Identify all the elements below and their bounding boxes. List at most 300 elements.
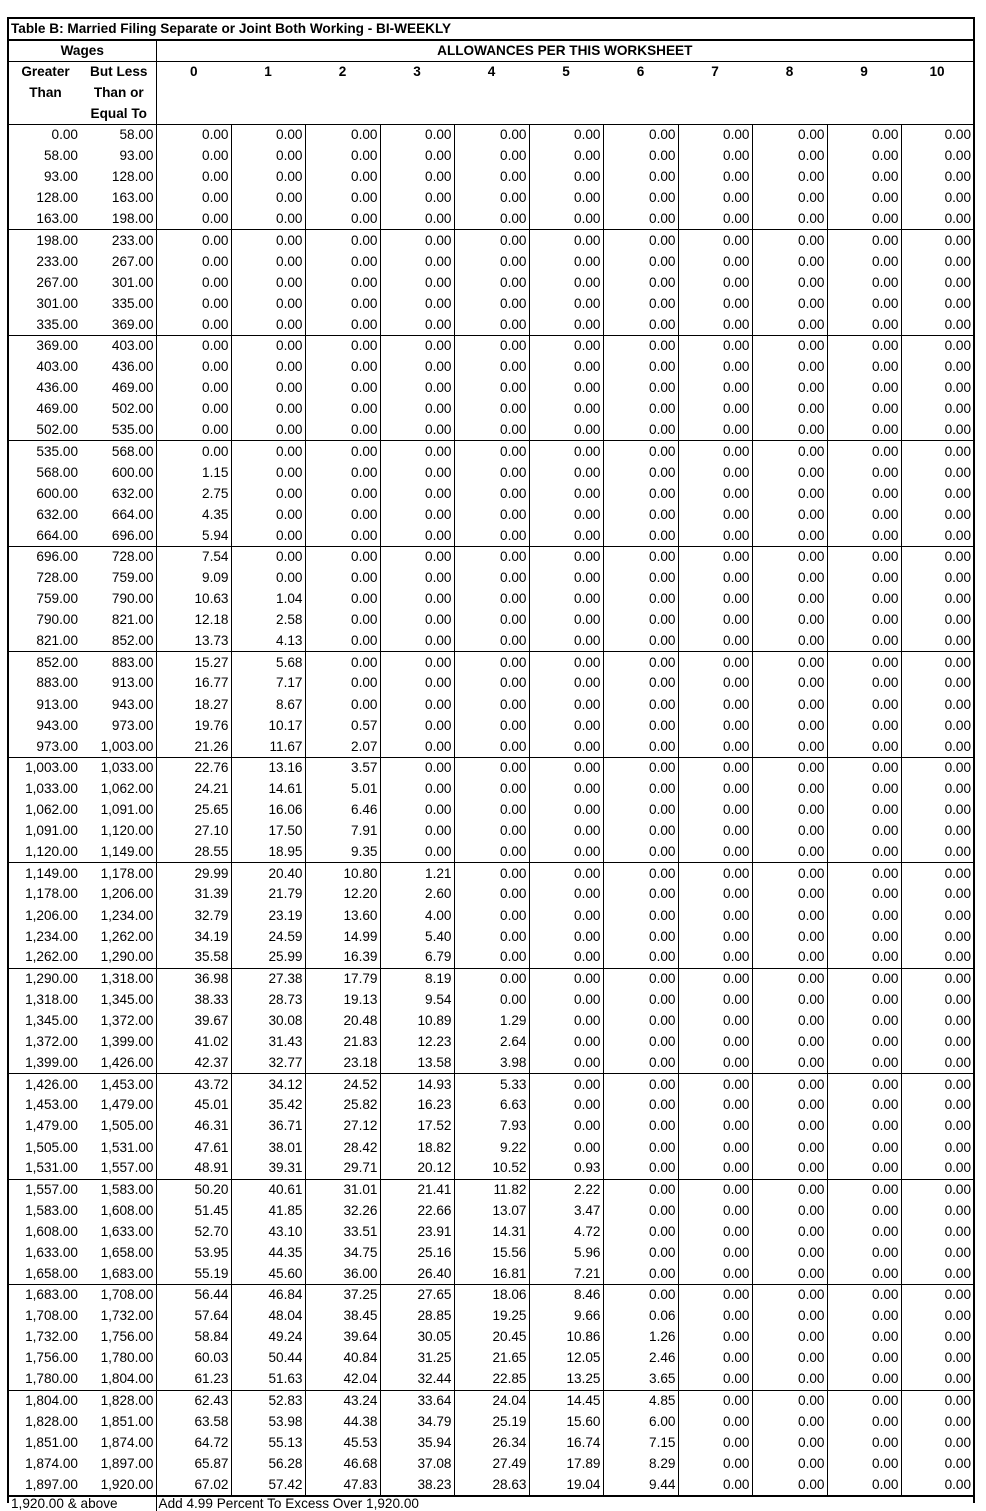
withholding-cell: 0.00 — [827, 272, 901, 293]
withholding-cell: 52.70 — [156, 1221, 231, 1242]
withholding-cell: 0.00 — [380, 483, 454, 504]
withholding-cell: 0.00 — [752, 863, 827, 884]
withholding-cell: 0.00 — [454, 209, 529, 230]
withholding-cell: 0.00 — [944, 1434, 972, 1450]
withholding-cell: 8.29 — [603, 1453, 678, 1474]
withholding-cell: 21.26 — [156, 736, 231, 757]
withholding-cell: 0.00 — [305, 230, 380, 251]
footer-range: 1,920.00 & above — [9, 1496, 156, 1511]
wage-greater-than: 1,318.00 — [25, 991, 78, 1007]
withholding-cell: 0.00 — [305, 293, 380, 314]
withholding-cell: 0.00 — [603, 1264, 678, 1285]
allowance-header-7: 7 — [678, 62, 752, 125]
withholding-cell: 0.00 — [156, 146, 231, 167]
withholding-cell: 0.00 — [380, 209, 454, 230]
withholding-cell: 0.00 — [752, 272, 827, 293]
wage-greater-than: 568.00 — [36, 464, 78, 480]
withholding-cell: 0.57 — [305, 715, 380, 736]
withholding-cell: 0.00 — [827, 567, 901, 588]
withholding-cell: 4.00 — [380, 905, 454, 926]
wage-greater-than: 128.00 — [36, 190, 78, 206]
withholding-cell: 0.00 — [678, 462, 752, 483]
wage-but-less-than: 1,206.00 — [82, 884, 156, 905]
withholding-cell: 0.00 — [380, 842, 454, 863]
withholding-cell: 0.00 — [380, 778, 454, 799]
withholding-cell: 0.00 — [231, 567, 305, 588]
withholding-cell: 0.00 — [827, 1432, 901, 1453]
withholding-cell: 0.00 — [678, 1074, 752, 1095]
withholding-cell: 0.00 — [827, 757, 901, 778]
withholding-cell: 16.23 — [380, 1095, 454, 1116]
withholding-cell: 5.96 — [529, 1242, 603, 1263]
table-row — [9, 293, 973, 314]
withholding-cell: 0.00 — [603, 926, 678, 947]
withholding-cell: 0.00 — [156, 357, 231, 378]
table-row — [9, 209, 973, 230]
wage-greater-than: 973.00 — [36, 738, 78, 754]
withholding-cell: 28.73 — [231, 989, 305, 1010]
withholding-cell: 0.00 — [827, 968, 901, 989]
withholding-cell: 19.76 — [156, 715, 231, 736]
withholding-cell: 0.00 — [678, 1242, 752, 1263]
withholding-cell: 0.00 — [454, 631, 529, 652]
withholding-cell: 0.00 — [231, 504, 305, 525]
table-title: Table B: Married Filing Separate or Joint Both Working - BI-WEEKLY — [9, 19, 973, 40]
wage-greater-than: 1,062.00 — [25, 802, 78, 818]
withholding-cell: 0.00 — [231, 399, 305, 420]
wage-but-less-than: 1,828.00 — [82, 1390, 156, 1411]
withholding-cell: 0.00 — [678, 1453, 752, 1474]
wage-but-less-than: 403.00 — [82, 335, 156, 356]
withholding-cell: 0.00 — [678, 652, 752, 673]
withholding-cell: 0.00 — [827, 1453, 901, 1474]
withholding-cell: 10.17 — [231, 715, 305, 736]
withholding-cell: 0.00 — [380, 504, 454, 525]
withholding-cell: 14.93 — [380, 1074, 454, 1095]
withholding-cell: 31.01 — [305, 1179, 380, 1200]
withholding-cell: 0.00 — [678, 842, 752, 863]
wage-greater-than: 301.00 — [36, 295, 78, 311]
withholding-cell: 0.00 — [944, 464, 972, 480]
withholding-cell: 0.00 — [944, 1034, 972, 1050]
withholding-cell: 34.79 — [380, 1411, 454, 1432]
withholding-cell: 0.00 — [156, 399, 231, 420]
withholding-cell: 0.00 — [454, 821, 529, 842]
withholding-cell: 0.00 — [827, 1116, 901, 1137]
withholding-cell: 38.33 — [156, 989, 231, 1010]
withholding-cell: 28.63 — [454, 1475, 529, 1496]
wage-but-less-than: 943.00 — [82, 694, 156, 715]
withholding-cell: 0.00 — [603, 884, 678, 905]
withholding-cell: 0.00 — [603, 800, 678, 821]
withholding-cell: 18.27 — [156, 694, 231, 715]
withholding-cell: 0.00 — [678, 251, 752, 272]
table-row — [9, 800, 973, 821]
withholding-cell: 0.00 — [901, 863, 973, 884]
withholding-cell: 0.00 — [752, 715, 827, 736]
withholding-cell: 0.00 — [827, 483, 901, 504]
withholding-cell: 0.00 — [944, 316, 972, 332]
withholding-cell: 0.00 — [603, 420, 678, 441]
withholding-cell: 34.19 — [156, 926, 231, 947]
withholding-cell: 0.00 — [678, 272, 752, 293]
withholding-cell: 56.44 — [156, 1285, 231, 1306]
withholding-cell: 14.61 — [231, 778, 305, 799]
withholding-cell: 0.00 — [529, 1010, 603, 1031]
withholding-cell: 0.00 — [454, 525, 529, 546]
withholding-cell: 0.00 — [529, 1053, 603, 1074]
withholding-cell: 0.00 — [752, 1285, 827, 1306]
withholding-cell: 0.00 — [752, 293, 827, 314]
withholding-cell: 0.00 — [827, 1285, 901, 1306]
withholding-cell: 0.00 — [678, 1306, 752, 1327]
withholding-cell: 0.00 — [752, 1453, 827, 1474]
withholding-cell: 61.23 — [156, 1369, 231, 1390]
wage-but-less-than: 821.00 — [82, 610, 156, 631]
table-row — [9, 926, 973, 947]
withholding-cell: 0.00 — [752, 652, 827, 673]
withholding-cell: 0.00 — [827, 1074, 901, 1095]
withholding-cell: 0.00 — [752, 1095, 827, 1116]
withholding-cell: 0.00 — [827, 1264, 901, 1285]
withholding-cell: 0.00 — [380, 589, 454, 610]
withholding-cell: 0.00 — [827, 1095, 901, 1116]
wage-but-less-than: 1,178.00 — [82, 863, 156, 884]
table-row — [9, 525, 973, 546]
col-but-less-header: But Less — [82, 62, 156, 83]
col-but-less-header-line3: Equal To — [82, 104, 156, 125]
col-greater-than-header-line2: Than — [29, 84, 62, 100]
withholding-cell: 12.20 — [305, 884, 380, 905]
withholding-cell: 14.99 — [305, 926, 380, 947]
withholding-cell: 3.47 — [529, 1200, 603, 1221]
withholding-cell: 0.00 — [454, 167, 529, 188]
withholding-cell: 0.00 — [305, 251, 380, 272]
wage-but-less-than: 1,003.00 — [82, 736, 156, 757]
withholding-cell: 0.00 — [678, 441, 752, 462]
withholding-cell: 11.67 — [231, 736, 305, 757]
withholding-cell: 0.00 — [752, 1053, 827, 1074]
withholding-cell: 0.00 — [380, 314, 454, 335]
withholding-cell: 1.15 — [156, 462, 231, 483]
withholding-cell: 0.00 — [827, 293, 901, 314]
withholding-cell: 0.00 — [603, 483, 678, 504]
withholding-cell: 0.00 — [231, 272, 305, 293]
withholding-cell: 4.13 — [231, 631, 305, 652]
withholding-cell: 46.31 — [156, 1116, 231, 1137]
table-row — [9, 1306, 973, 1327]
withholding-cell: 0.00 — [603, 968, 678, 989]
withholding-cell: 0.00 — [944, 780, 972, 796]
withholding-cell: 0.00 — [901, 1074, 973, 1095]
withholding-cell: 0.00 — [454, 926, 529, 947]
withholding-cell: 0.00 — [231, 462, 305, 483]
withholding-cell: 0.00 — [827, 251, 901, 272]
withholding-cell: 0.00 — [678, 863, 752, 884]
withholding-cell: 0.00 — [529, 230, 603, 251]
withholding-cell: 0.00 — [752, 483, 827, 504]
withholding-cell: 37.08 — [380, 1453, 454, 1474]
withholding-cell: 16.81 — [454, 1264, 529, 1285]
table-row — [9, 757, 973, 778]
withholding-cell: 12.05 — [529, 1348, 603, 1369]
wage-but-less-than: 1,453.00 — [82, 1074, 156, 1095]
wage-but-less-than: 535.00 — [82, 420, 156, 441]
wage-greater-than: 1,804.00 — [9, 1390, 82, 1411]
withholding-cell: 3.57 — [305, 757, 380, 778]
withholding-cell: 40.61 — [231, 1179, 305, 1200]
withholding-cell: 0.00 — [231, 378, 305, 399]
withholding-cell: 0.00 — [529, 504, 603, 525]
withholding-cell: 0.00 — [678, 947, 752, 968]
withholding-cell: 8.46 — [529, 1285, 603, 1306]
withholding-cell: 0.00 — [827, 1369, 901, 1390]
withholding-cell: 5.01 — [305, 778, 380, 799]
withholding-cell: 0.00 — [156, 272, 231, 293]
wage-but-less-than: 1,345.00 — [82, 989, 156, 1010]
withholding-cell: 0.00 — [678, 1200, 752, 1221]
withholding-cell: 0.00 — [305, 652, 380, 673]
withholding-cell: 0.00 — [944, 1265, 972, 1281]
withholding-cell: 0.00 — [380, 652, 454, 673]
wage-but-less-than: 728.00 — [82, 546, 156, 567]
withholding-cell: 44.38 — [305, 1411, 380, 1432]
withholding-cell: 0.00 — [603, 188, 678, 209]
withholding-cell: 5.94 — [156, 525, 231, 546]
withholding-cell: 58.84 — [156, 1327, 231, 1348]
table-row — [9, 251, 973, 272]
withholding-cell: 0.00 — [752, 1032, 827, 1053]
withholding-cell: 0.00 — [231, 293, 305, 314]
withholding-cell: 43.10 — [231, 1221, 305, 1242]
withholding-cell: 0.00 — [752, 335, 827, 356]
withholding-cell: 0.00 — [454, 673, 529, 694]
wage-greater-than: 163.00 — [36, 211, 78, 227]
withholding-cell: 0.00 — [827, 884, 901, 905]
withholding-cell: 24.21 — [156, 778, 231, 799]
allowance-header-5: 5 — [529, 62, 603, 125]
wage-but-less-than: 1,120.00 — [82, 821, 156, 842]
withholding-cell: 16.77 — [156, 673, 231, 694]
withholding-cell: 0.00 — [678, 1116, 752, 1137]
withholding-cell: 0.00 — [752, 1327, 827, 1348]
table-row — [9, 335, 973, 356]
withholding-cell: 9.44 — [603, 1475, 678, 1496]
withholding-cell: 0.00 — [529, 1074, 603, 1095]
withholding-cell: 16.39 — [305, 947, 380, 968]
withholding-cell: 45.60 — [231, 1264, 305, 1285]
table-row — [9, 378, 973, 399]
wage-but-less-than: 93.00 — [82, 146, 156, 167]
wage-but-less-than: 759.00 — [82, 567, 156, 588]
withholding-cell: 0.00 — [380, 293, 454, 314]
withholding-table-sheet — [7, 17, 975, 1511]
wage-greater-than: 1,206.00 — [25, 907, 78, 923]
withholding-cell: 0.00 — [380, 715, 454, 736]
wage-greater-than: 1,479.00 — [25, 1118, 78, 1134]
withholding-cell: 0.00 — [529, 546, 603, 567]
withholding-cell: 17.50 — [231, 821, 305, 842]
withholding-cell: 0.00 — [944, 1160, 972, 1176]
wage-greater-than: 1,780.00 — [25, 1371, 78, 1387]
table-row — [9, 420, 973, 441]
withholding-cell: 39.31 — [231, 1158, 305, 1179]
withholding-cell: 0.00 — [454, 314, 529, 335]
table-row — [9, 483, 973, 504]
withholding-cell: 0.00 — [944, 1371, 972, 1387]
withholding-cell: 10.80 — [305, 863, 380, 884]
withholding-cell: 0.00 — [944, 1413, 972, 1429]
wage-greater-than: 600.00 — [36, 485, 78, 501]
withholding-cell: 0.00 — [827, 314, 901, 335]
withholding-cell: 0.00 — [752, 757, 827, 778]
withholding-cell: 0.00 — [454, 589, 529, 610]
withholding-cell: 0.00 — [944, 127, 972, 143]
withholding-cell: 0.00 — [678, 821, 752, 842]
withholding-cell: 25.19 — [454, 1411, 529, 1432]
withholding-cell: 2.60 — [380, 884, 454, 905]
withholding-cell: 0.00 — [156, 125, 231, 146]
col-greater-than-header: Greater — [21, 64, 70, 79]
withholding-cell: 0.00 — [603, 589, 678, 610]
withholding-cell: 5.68 — [231, 652, 305, 673]
withholding-cell: 0.00 — [529, 757, 603, 778]
withholding-cell: 0.00 — [944, 991, 972, 1007]
wage-greater-than: 696.00 — [9, 546, 82, 567]
withholding-cell: 0.00 — [678, 314, 752, 335]
withholding-cell: 0.00 — [156, 293, 231, 314]
wage-but-less-than: 58.00 — [82, 125, 156, 146]
wage-greater-than: 502.00 — [36, 422, 78, 438]
withholding-cell: 25.65 — [156, 800, 231, 821]
withholding-cell: 13.16 — [231, 757, 305, 778]
withholding-cell: 0.00 — [454, 778, 529, 799]
withholding-cell: 27.10 — [156, 821, 231, 842]
withholding-cell: 45.53 — [305, 1432, 380, 1453]
withholding-cell: 30.08 — [231, 1010, 305, 1031]
col-but-less-header-line2: Than or — [82, 83, 156, 104]
wage-but-less-than: 1,290.00 — [82, 947, 156, 968]
withholding-cell: 0.00 — [901, 1179, 973, 1200]
withholding-cell: 0.00 — [752, 251, 827, 272]
withholding-cell: 36.71 — [231, 1116, 305, 1137]
withholding-cell: 0.00 — [603, 757, 678, 778]
withholding-cell: 0.00 — [231, 483, 305, 504]
withholding-cell: 27.49 — [454, 1453, 529, 1474]
withholding-cell: 0.00 — [305, 420, 380, 441]
withholding-cell: 0.00 — [678, 800, 752, 821]
withholding-cell: 0.00 — [678, 1264, 752, 1285]
withholding-cell: 0.00 — [944, 591, 972, 607]
wage-but-less-than: 883.00 — [82, 652, 156, 673]
withholding-cell: 0.00 — [827, 947, 901, 968]
withholding-cell: 0.00 — [454, 251, 529, 272]
withholding-cell: 0.00 — [752, 610, 827, 631]
withholding-cell: 48.04 — [231, 1306, 305, 1327]
withholding-cell: 0.00 — [380, 631, 454, 652]
withholding-cell: 22.85 — [454, 1369, 529, 1390]
withholding-cell: 0.00 — [901, 546, 973, 567]
wage-but-less-than: 301.00 — [82, 272, 156, 293]
withholding-cell: 0.00 — [827, 357, 901, 378]
withholding-cell: 21.79 — [231, 884, 305, 905]
withholding-cell: 0.00 — [454, 947, 529, 968]
withholding-cell: 64.72 — [156, 1432, 231, 1453]
withholding-cell: 0.00 — [752, 314, 827, 335]
withholding-cell: 0.00 — [827, 736, 901, 757]
withholding-cell: 49.24 — [231, 1327, 305, 1348]
withholding-cell: 0.00 — [827, 335, 901, 356]
withholding-cell: 5.40 — [380, 926, 454, 947]
withholding-cell: 0.00 — [944, 886, 972, 902]
withholding-cell: 0.00 — [454, 420, 529, 441]
withholding-cell: 0.00 — [901, 968, 973, 989]
withholding-cell: 0.00 — [678, 525, 752, 546]
withholding-cell: 0.00 — [454, 146, 529, 167]
withholding-cell: 0.00 — [901, 652, 973, 673]
wage-but-less-than: 1,804.00 — [82, 1369, 156, 1390]
table-row — [9, 1369, 973, 1390]
table-row — [9, 314, 973, 335]
withholding-cell: 0.00 — [529, 884, 603, 905]
withholding-cell: 0.00 — [603, 1158, 678, 1179]
wage-but-less-than: 1,505.00 — [82, 1116, 156, 1137]
withholding-cell: 0.00 — [752, 462, 827, 483]
withholding-cell: 46.68 — [305, 1453, 380, 1474]
withholding-cell: 19.04 — [529, 1475, 603, 1496]
withholding-cell: 0.00 — [944, 1329, 972, 1345]
withholding-cell: 0.00 — [827, 230, 901, 251]
withholding-cell: 0.00 — [678, 209, 752, 230]
withholding-cell: 0.00 — [944, 527, 972, 543]
withholding-cell: 0.00 — [678, 694, 752, 715]
withholding-cell: 0.00 — [529, 378, 603, 399]
withholding-cell: 38.01 — [231, 1137, 305, 1158]
withholding-cell: 0.00 — [827, 525, 901, 546]
withholding-cell: 0.00 — [529, 610, 603, 631]
wage-but-less-than: 369.00 — [82, 314, 156, 335]
withholding-cell: 0.00 — [944, 401, 972, 417]
withholding-cell: 0.00 — [944, 190, 972, 206]
withholding-cell: 0.00 — [603, 989, 678, 1010]
withholding-cell: 0.00 — [156, 167, 231, 188]
col-greater-than-header-line3 — [9, 104, 82, 125]
withholding-cell: 0.00 — [752, 800, 827, 821]
withholding-cell: 17.79 — [305, 968, 380, 989]
withholding-cell: 31.39 — [156, 884, 231, 905]
withholding-cell: 62.43 — [156, 1390, 231, 1411]
allowance-header-9: 9 — [827, 62, 901, 125]
withholding-cell: 0.00 — [678, 293, 752, 314]
wage-greater-than: 1,149.00 — [9, 863, 82, 884]
withholding-cell: 45.01 — [156, 1095, 231, 1116]
wage-greater-than: 1,874.00 — [25, 1455, 78, 1471]
wage-greater-than: 1,290.00 — [9, 968, 82, 989]
wage-but-less-than: 1,708.00 — [82, 1285, 156, 1306]
table-row — [9, 652, 973, 673]
withholding-cell: 0.00 — [678, 757, 752, 778]
withholding-cell: 0.00 — [603, 905, 678, 926]
wage-greater-than: 1,683.00 — [9, 1285, 82, 1306]
wage-but-less-than: 1,608.00 — [82, 1200, 156, 1221]
withholding-cell: 0.00 — [380, 420, 454, 441]
withholding-cell: 0.00 — [380, 462, 454, 483]
withholding-cell: 0.00 — [678, 884, 752, 905]
withholding-cell: 0.00 — [529, 589, 603, 610]
withholding-cell: 0.00 — [156, 209, 231, 230]
withholding-cell: 27.38 — [231, 968, 305, 989]
wage-greater-than: 93.00 — [43, 169, 78, 185]
